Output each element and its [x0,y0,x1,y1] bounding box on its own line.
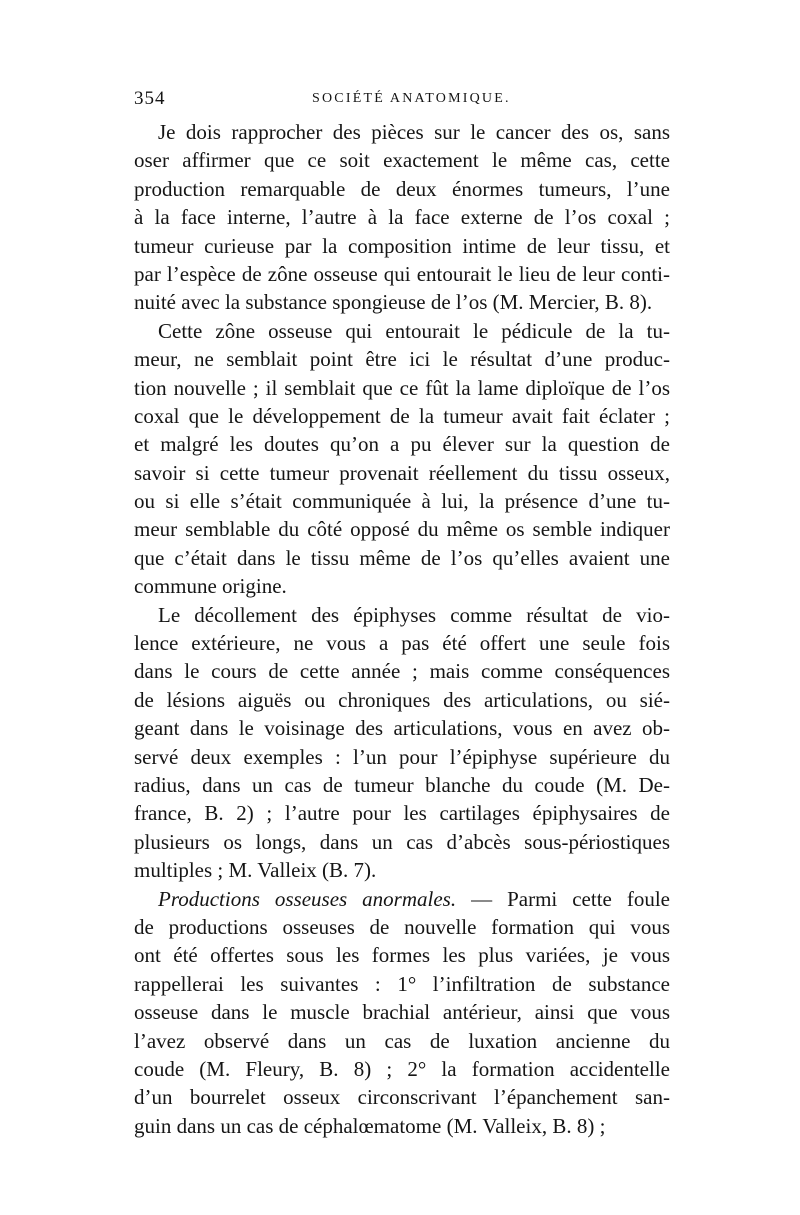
text-line [134,430,670,458]
line-text: servé deux exemples : l’un pour l’épiphyse supérieure du [134,744,670,769]
running-title: SOCIÉTÉ ANATOMIQUE. [312,91,511,106]
text-line [134,459,670,487]
text-line [134,601,670,629]
line-text: ont été offertes sous les formes les plus variées, je vous [134,943,670,968]
line-text: Le décollement des épiphyses comme résultat de vio- [158,602,670,627]
line-text: tumeur curieuse par la composition intime de leur tissu, et [134,233,670,258]
line-text: tion nouvelle ; il semblait que ce fût la lame diploïque de l’os [134,375,670,400]
text-line [134,544,670,572]
line-text: coxal que le développement de la tumeur avait fait éclater ; [134,403,670,428]
body-text [134,118,670,1140]
line-text: meur semblable du côté opposé du même os semble indiquer [134,517,670,542]
text-line [134,913,670,941]
line-text: Cette zône osseuse qui entourait le pédicule de la tu- [158,318,670,343]
text-line [134,714,670,742]
text-line [134,203,670,231]
text-line [134,998,670,1026]
line-text: lence extérieure, ne vous a pas été offert une seule fois [134,631,670,656]
text-line [134,629,670,657]
text-line [134,743,670,771]
line-text: geant dans le voisinage des articulations, vous en avez ob- [134,716,670,741]
line-text: et malgré les doutes qu’on a pu élever sur la question de [134,432,670,457]
line-text: oser affirmer que ce soit exactement le même cas, cette [134,148,670,173]
line-text: commune origine. [134,574,287,599]
line-text: meur, ne semblait point être ici le résultat d’une produc- [134,347,670,372]
text-line [134,828,670,856]
text-line [134,487,670,515]
line-text: france, B. 2) ; l’autre pour les cartilages épiphysaires de [134,801,670,826]
text-line [134,885,670,913]
line-text: radius, dans un cas de tumeur blanche du coude (M. De- [134,772,670,797]
text-line [134,856,670,884]
line-text: production remarquable de deux énormes tumeurs, l’une [134,176,670,201]
text-line [134,686,670,714]
text-line [134,345,670,373]
line-text: dans le cours de cette année ; mais comme conséquences [134,659,670,684]
line-text: multiples ; M. Valleix (B. 7). [134,858,377,883]
text-line [134,657,670,685]
text-line [134,402,670,430]
line-text: Je dois rapprocher des pièces sur le cancer des os, sans [158,120,670,144]
text-line [134,260,670,288]
line-text: l’avez observé dans un cas de luxation ancienne du [134,1028,670,1053]
line-text: plusieurs os longs, dans un cas d’abcès sous-périostiques [134,829,670,854]
text-line [134,1027,670,1055]
text-line [134,1055,670,1083]
text-line [134,374,670,402]
text-line [134,317,670,345]
text-line [134,232,670,260]
text-line [134,941,670,969]
section-heading: Productions osseuses anormales. [158,886,457,911]
line-text: — Parmi cette foule [456,886,670,911]
line-text: rappellerai les suivantes : 1° l’infiltration de substance [134,971,670,996]
line-text: que c’était dans le tissu même de l’os qu’elles avaient une [134,545,670,570]
line-text: de productions osseuses de nouvelle formation qui vous [134,914,670,939]
page-number: 354 [134,88,166,109]
text-line [134,1083,670,1111]
line-text: guin dans un cas de céphalœmatome (M. Valleix, B. 8) ; [134,1113,606,1138]
line-text: d’un bourrelet osseux circonscrivant l’épanchement san- [134,1085,670,1110]
text-line [134,1112,670,1140]
running-header [134,88,670,118]
text-line [134,118,670,146]
line-text: coude (M. Fleury, B. 8) ; 2° la formation accidentelle [134,1056,670,1081]
text-line [134,175,670,203]
text-line [134,970,670,998]
line-text: nuité avec la substance spongieuse de l’os (M. Mercier, B. 8). [134,290,653,315]
line-text: osseuse dans le muscle brachial antérieur, ainsi que vous [134,1000,670,1025]
text-line [134,288,670,316]
text-line [134,146,670,174]
text-line [134,572,670,600]
text-line [134,799,670,827]
line-text: ou si elle s’était communiquée à lui, la présence d’une tu- [134,489,670,514]
line-text: à la face interne, l’autre à la face externe de l’os coxal ; [134,205,670,230]
line-text: savoir si cette tumeur provenait réellement du tissu osseux, [134,460,670,485]
line-text: de lésions aiguës ou chroniques des articulations, ou sié- [134,687,670,712]
line-text: par l’espèce de zône osseuse qui entourait le lieu de leur conti- [134,261,670,286]
text-line [134,515,670,543]
text-line [134,771,670,799]
